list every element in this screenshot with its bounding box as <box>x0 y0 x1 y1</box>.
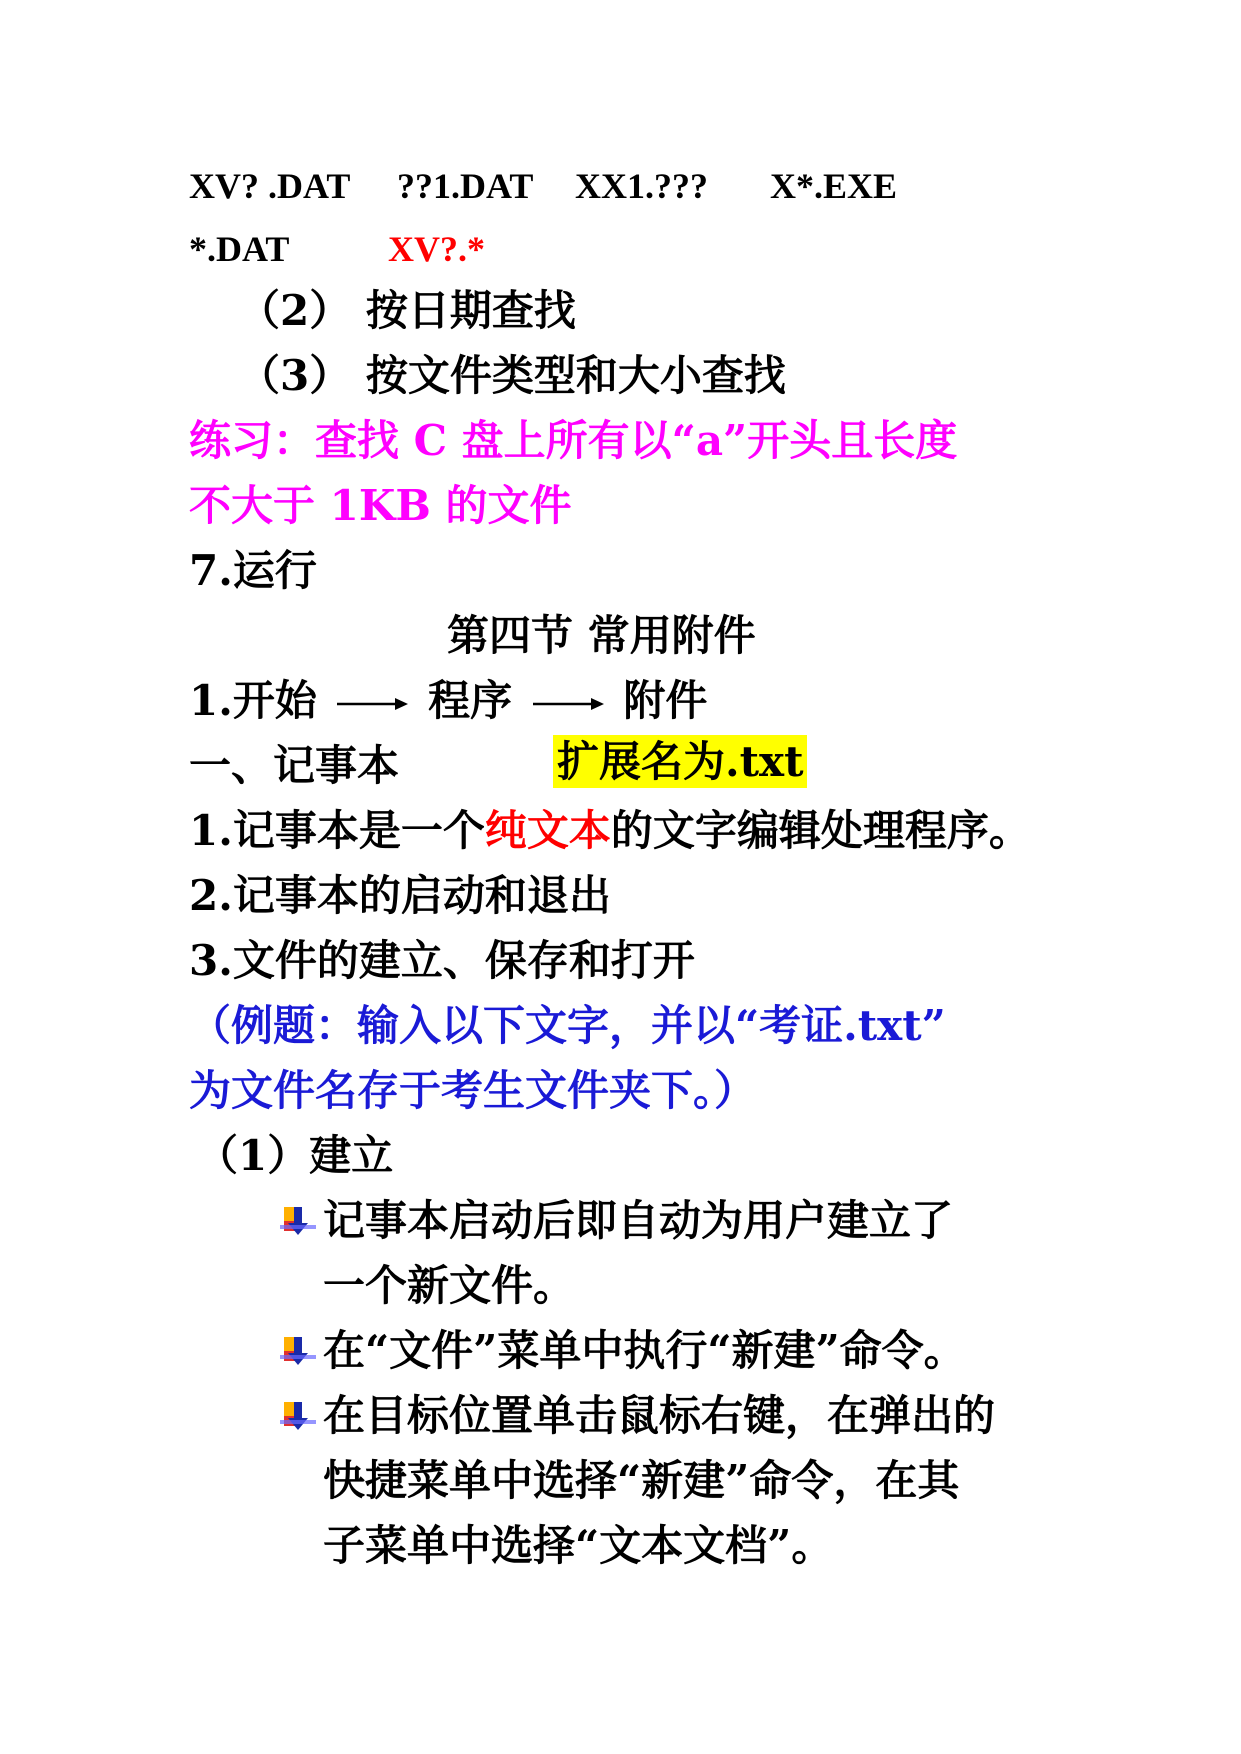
run-item: 7.运行 <box>189 546 317 595</box>
arrow-right-icon <box>335 697 409 711</box>
bullet-2: 在“文件”菜单中执行“新建”命令。 <box>323 1326 966 1375</box>
wildcard-pattern: ??1.DAT <box>397 166 534 206</box>
extension-note <box>553 737 807 786</box>
bullet-3-line-3: 子菜单中选择“文本文档”。 <box>323 1521 834 1570</box>
path-start: 1.开始 <box>189 676 317 725</box>
search-by-type-size: （3） 按文件类型和大小查找 <box>238 351 786 400</box>
bullet-arrow-icon <box>280 1203 316 1239</box>
wildcard-pattern-highlighted: XV?.* <box>388 229 485 269</box>
bullet-1-line-1: 记事本启动后即自动为用户建立了 <box>323 1196 954 1245</box>
exercise-line-1: 练习：查找 C 盘上所有以“a”开头且长度 <box>189 416 958 465</box>
wildcard-pattern: XX1.??? <box>575 166 708 206</box>
create-heading: （1）建立 <box>196 1131 394 1180</box>
extension-highlight: 扩展名为.txt <box>553 735 807 788</box>
bullet-arrow-icon <box>280 1333 316 1369</box>
section-title: 第四节 常用附件 <box>447 611 756 660</box>
path-programs: 程序 <box>428 676 513 725</box>
arrow-right-icon <box>531 697 605 711</box>
search-by-date: （2） 按日期查找 <box>238 286 576 335</box>
plain-text-keyword: 纯文本 <box>484 806 611 855</box>
exercise-line-2: 不大于 1KB 的文件 <box>189 481 572 530</box>
wildcard-pattern: *.DAT <box>189 229 290 269</box>
bullet-arrow-icon <box>280 1398 316 1434</box>
bullet-3-line-2: 快捷菜单中选择“新建”命令，在其 <box>323 1456 960 1505</box>
bullet-3-line-1: 在目标位置单击鼠标右键，在弹出的 <box>323 1391 996 1440</box>
example-line-1: （例题：输入以下文字，并以“考证.txt” <box>189 1001 946 1050</box>
notepad-point-1 <box>189 806 1031 855</box>
wildcard-pattern: X*.EXE <box>770 166 898 206</box>
menu-path <box>189 676 708 725</box>
notepad-point-3: 3.文件的建立、保存和打开 <box>189 936 695 985</box>
path-accessories: 附件 <box>623 676 708 725</box>
bullet-1-line-2: 一个新文件。 <box>323 1261 576 1310</box>
point1-prefix: 1.记事本是一个 <box>189 806 485 855</box>
example-line-2: 为文件名存于考生文件夹下。） <box>189 1066 757 1115</box>
notepad-heading: 一、记事本 <box>189 741 400 790</box>
point1-suffix: 的文字编辑处理程序。 <box>610 806 1031 855</box>
wildcard-pattern: XV? .DAT <box>189 166 351 206</box>
notepad-point-2: 2.记事本的启动和退出 <box>189 871 611 920</box>
